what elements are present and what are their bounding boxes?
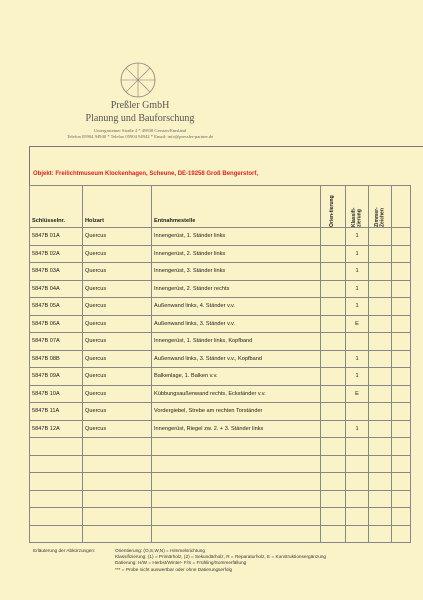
- cell-key: 5847B 04A: [30, 280, 83, 298]
- empty-cell: [392, 508, 411, 526]
- table-row: [30, 228, 411, 246]
- cell-extra: [392, 403, 411, 421]
- empty-cell: [83, 438, 152, 456]
- cell-orientation: [321, 245, 346, 263]
- empty-cell: [392, 473, 411, 491]
- cell-wood: Quercus: [83, 228, 152, 246]
- empty-cell: [30, 473, 83, 491]
- header-key: Schlüsselnr.: [30, 186, 83, 228]
- cell-extra: [392, 333, 411, 351]
- cell-key: 5847B 11A: [30, 403, 83, 421]
- empty-cell: [152, 525, 321, 543]
- cell-classification: E: [346, 315, 369, 333]
- empty-cell: [346, 525, 369, 543]
- object-line: Objekt: Freilichtmuseum Klockenhagen, Scheune, DE-19258 Groß Bengerstorf,: [33, 171, 259, 177]
- cell-extra: [392, 385, 411, 403]
- cell-orientation: [321, 368, 346, 386]
- empty-cell: [321, 455, 346, 473]
- empty-cell: [346, 438, 369, 456]
- cell-carpenter: [369, 228, 392, 246]
- table-row: [30, 403, 411, 421]
- company-name: Preßler GmbH: [110, 100, 170, 111]
- table-row: [30, 280, 411, 298]
- legend-line: Klassifizierung: (1) = Primärholz, (2) = Sekundärholz, R = Reparaturholz, E = Konstruktionsergänzung: [115, 554, 327, 560]
- company-logo: [118, 60, 158, 100]
- cell-carpenter: [369, 315, 392, 333]
- cell-orientation: [321, 298, 346, 316]
- cell-orientation: [321, 315, 346, 333]
- cell-classification: 1: [346, 368, 369, 386]
- cell-orientation: [321, 403, 346, 421]
- cell-carpenter: [369, 263, 392, 281]
- cell-wood: Quercus: [83, 263, 152, 281]
- empty-cell: [321, 490, 346, 508]
- header-classification: Klassifi-zierung: [346, 186, 369, 228]
- company-address: Untergasteiner Straße 4 * 49838 Gersten/Emsland: [93, 128, 187, 133]
- company-tagline: Planung und Bauforschung: [85, 113, 195, 124]
- cell-extra: [392, 368, 411, 386]
- cell-extra: [392, 315, 411, 333]
- empty-cell: [152, 490, 321, 508]
- cell-classification: 1: [346, 228, 369, 246]
- cell-carpenter: [369, 420, 392, 438]
- cell-extra: [392, 350, 411, 368]
- cell-carpenter: [369, 385, 392, 403]
- cell-key: 5847B 05A: [30, 298, 83, 316]
- legend-title: Erläuterung der Abkürzungen:: [33, 548, 96, 553]
- cell-wood: Quercus: [83, 385, 152, 403]
- empty-cell: [369, 508, 392, 526]
- cell-classification: [346, 333, 369, 351]
- empty-cell: [83, 473, 152, 491]
- table-row: [30, 385, 411, 403]
- table-row: [30, 333, 411, 351]
- header-extra: [392, 186, 411, 228]
- empty-cell: [369, 455, 392, 473]
- cell-extra: [392, 298, 411, 316]
- cell-carpenter: [369, 403, 392, 421]
- cell-wood: Quercus: [83, 368, 152, 386]
- empty-row: [30, 508, 411, 526]
- empty-cell: [321, 473, 346, 491]
- empty-row: [30, 525, 411, 543]
- empty-cell: [152, 455, 321, 473]
- empty-cell: [346, 508, 369, 526]
- empty-cell: [83, 508, 152, 526]
- cell-wood: Quercus: [83, 245, 152, 263]
- sample-table: [29, 185, 411, 543]
- cell-location: Kübbungsaußenwand rechts, Eckständer v.v.: [152, 385, 321, 403]
- cell-location: Innengerüst, 1. Ständer links, Kopfband: [152, 333, 321, 351]
- cell-carpenter: [369, 298, 392, 316]
- empty-cell: [392, 490, 411, 508]
- cell-carpenter: [369, 333, 392, 351]
- empty-cell: [152, 438, 321, 456]
- table-row: [30, 350, 411, 368]
- legend-line: *** = Probe nicht auswertbar oder ohne Datierungserfolg: [115, 566, 233, 572]
- empty-cell: [30, 508, 83, 526]
- cell-classification: E: [346, 385, 369, 403]
- empty-cell: [369, 525, 392, 543]
- empty-cell: [392, 455, 411, 473]
- empty-row: [30, 455, 411, 473]
- cell-key: 5847B 03A: [30, 263, 83, 281]
- cell-key: 5847B 07A: [30, 333, 83, 351]
- cell-extra: [392, 420, 411, 438]
- cell-location: Außenwand links, 4. Ständer v.v.: [152, 298, 321, 316]
- header-location: Entnahmestelle: [152, 186, 321, 228]
- empty-cell: [152, 473, 321, 491]
- cell-carpenter: [369, 245, 392, 263]
- cell-orientation: [321, 280, 346, 298]
- empty-cell: [30, 490, 83, 508]
- empty-cell: [83, 490, 152, 508]
- cell-location: Außenwand links, 3. Ständer v.v.: [152, 315, 321, 333]
- empty-row: [30, 438, 411, 456]
- cell-key: 5847B 02A: [30, 245, 83, 263]
- legend-line: Orientierung: (O,S,W,N) = Himmelsrichtung: [115, 548, 205, 553]
- cell-carpenter: [369, 350, 392, 368]
- cell-wood: Quercus: [83, 280, 152, 298]
- table-row: [30, 298, 411, 316]
- cell-orientation: [321, 333, 346, 351]
- cell-classification: [346, 403, 369, 421]
- empty-cell: [30, 525, 83, 543]
- empty-cell: [30, 455, 83, 473]
- empty-cell: [346, 490, 369, 508]
- cell-classification: 1: [346, 420, 369, 438]
- cell-classification: 1: [346, 245, 369, 263]
- empty-cell: [369, 473, 392, 491]
- cell-location: Innengerüst, 1. Ständer links: [152, 228, 321, 246]
- empty-cell: [83, 525, 152, 543]
- cell-wood: Quercus: [83, 298, 152, 316]
- empty-cell: [346, 455, 369, 473]
- table-row: [30, 263, 411, 281]
- cell-key: 5847B 06A: [30, 315, 83, 333]
- legend-line: Datierung: H/W = Herbst/Winter- F/S = Frühling/Sommerfällung: [115, 560, 247, 566]
- empty-cell: [369, 438, 392, 456]
- cell-orientation: [321, 350, 346, 368]
- cell-location: Innengerüst, 3. Ständer links: [152, 263, 321, 281]
- cell-classification: 1: [346, 350, 369, 368]
- table-row: [30, 420, 411, 438]
- cell-wood: Quercus: [83, 333, 152, 351]
- cell-location: Innengerüst, Riegel zw. 2. + 3. Ständer links: [152, 420, 321, 438]
- cell-carpenter: [369, 368, 392, 386]
- header-orientation: Orien-tierung: [321, 186, 346, 228]
- empty-cell: [321, 438, 346, 456]
- empty-cell: [152, 508, 321, 526]
- cell-key: 5847B 09A: [30, 368, 83, 386]
- cell-location: Innengerüst, 2. Ständer rechts: [152, 280, 321, 298]
- cell-orientation: [321, 420, 346, 438]
- empty-cell: [392, 438, 411, 456]
- cell-key: 5847B 08B: [30, 350, 83, 368]
- empty-cell: [83, 455, 152, 473]
- cell-wood: Quercus: [83, 403, 152, 421]
- cell-extra: [392, 280, 411, 298]
- company-contact: Telefon 05904 94940 * Telefax 05904 94942 * Email: info@pressler-partner.de: [66, 134, 214, 139]
- empty-cell: [321, 508, 346, 526]
- cell-wood: Quercus: [83, 420, 152, 438]
- cell-extra: [392, 245, 411, 263]
- cell-key: 5847B 01A: [30, 228, 83, 246]
- empty-cell: [346, 473, 369, 491]
- cell-location: Balkenlage, 1. Balken v.v.: [152, 368, 321, 386]
- empty-row: [30, 490, 411, 508]
- table-row: [30, 315, 411, 333]
- cell-key: 5847B 12A: [30, 420, 83, 438]
- header-carpenter: Zimmer-Zeichen: [369, 186, 392, 228]
- cell-location: Vordergiebel, Strebe am rechten Torständer: [152, 403, 321, 421]
- table-row: [30, 245, 411, 263]
- cell-orientation: [321, 385, 346, 403]
- cell-extra: [392, 228, 411, 246]
- empty-cell: [30, 438, 83, 456]
- cell-classification: 1: [346, 263, 369, 281]
- cell-key: 5847B 10A: [30, 385, 83, 403]
- empty-cell: [392, 525, 411, 543]
- legend-lines: [115, 548, 326, 573]
- cell-orientation: [321, 228, 346, 246]
- cell-wood: Quercus: [83, 350, 152, 368]
- cell-carpenter: [369, 280, 392, 298]
- empty-cell: [321, 525, 346, 543]
- cell-extra: [392, 263, 411, 281]
- cell-classification: 1: [346, 280, 369, 298]
- cell-classification: 1: [346, 298, 369, 316]
- cell-location: Innengerüst, 2. Ständer links: [152, 245, 321, 263]
- cell-location: Außenwand links, 3. Ständer v.v., Kopfband: [152, 350, 321, 368]
- empty-row: [30, 473, 411, 491]
- table-row: [30, 368, 411, 386]
- header-wood: Holzart: [83, 186, 152, 228]
- table-header-row: [30, 186, 411, 228]
- cell-wood: Quercus: [83, 315, 152, 333]
- empty-cell: [369, 490, 392, 508]
- cell-orientation: [321, 263, 346, 281]
